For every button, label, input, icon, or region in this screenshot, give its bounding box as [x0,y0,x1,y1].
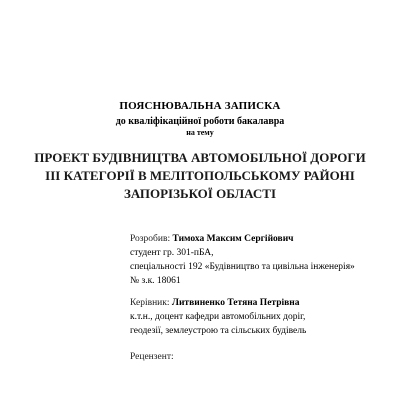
developer-specialty: спеціальності 192 «Будівництво та цивільна інженерія» [130,262,355,272]
reviewer-label: Рецензент: [130,352,174,362]
developer-name: Тимоха Максим Сергійович [172,234,294,244]
developer-record: № з.к. 18061 [130,276,181,286]
developer-group: студент гр. 301-пБА, [130,248,214,258]
supervisor-title-1: к.т.н., доцент кафедри автомобільних доріг, [130,312,306,322]
doc-subheading-topic: на тему [186,128,214,137]
developer-label: Розробив: [130,234,171,244]
project-title-line-1: ПРОЕКТ БУДІВНИЦТВА АВТОМОБІЛЬНОЇ ДОРОГИ [34,150,366,165]
doc-subheading: до кваліфікаційної роботи бакалавра [115,116,285,127]
supervisor-label: Керівник: [130,298,170,308]
supervisor-block [130,296,306,338]
reviewer-block [130,350,174,364]
supervisor-name: Литвиненко Тетяна Петрівна [171,298,300,308]
developer-block [130,232,355,288]
project-title-line-2: ІІІ КАТЕГОРІЇ В МЕЛІТОПОЛЬСЬКОМУ РАЙОНІ [45,168,355,183]
doc-heading: ПОЯСНЮВАЛЬНА ЗАПИСКА [119,100,281,112]
developer-line [130,232,355,246]
supervisor-title-2: геодезії, землеустрою та сільських будівель [130,326,307,336]
supervisor-line [130,296,306,310]
project-title-line-3: ЗАПОРІЗЬКОЇ ОБЛАСТІ [123,186,277,201]
